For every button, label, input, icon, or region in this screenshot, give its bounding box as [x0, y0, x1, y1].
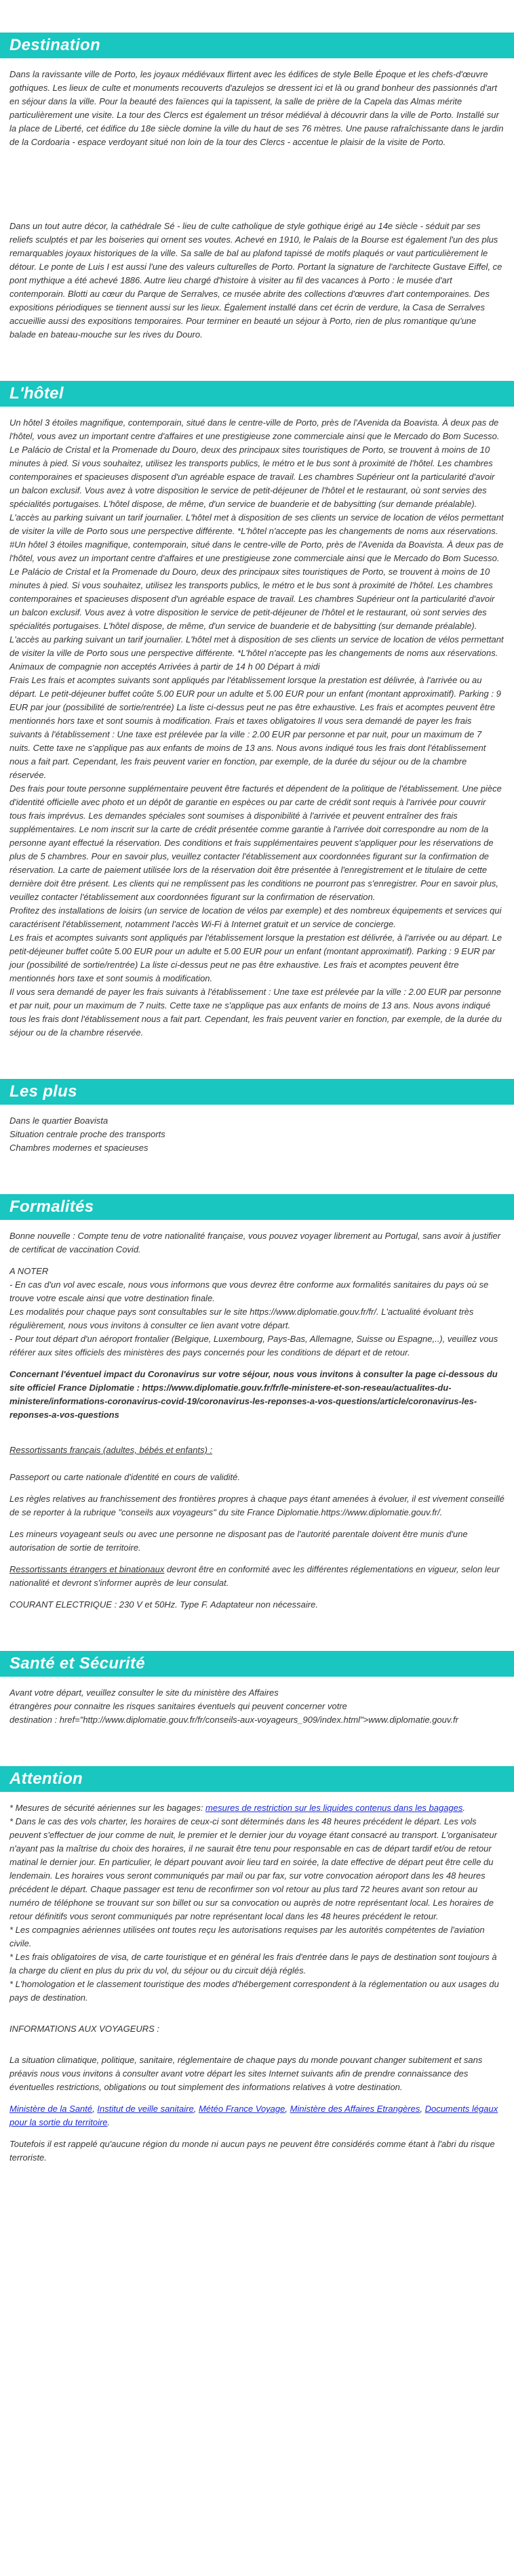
link-documents-legaux[interactable]: Documents légaux pour la sortie du territoire [9, 2104, 498, 2127]
hotel-section [0, 381, 514, 1040]
link-meteo-france[interactable]: Météo France Voyage [198, 2104, 285, 2114]
link-affaires-etrangeres[interactable]: Ministère des Affaires Etrangères [290, 2104, 420, 2114]
attention-baggage-prefix: * Mesures de sécurité aériennes sur les bagages: [9, 1803, 206, 1813]
destination-title: Destination [9, 36, 100, 54]
sante-header [0, 1651, 514, 1677]
formalites-foreigners-body: devront être en conformité avec les différentes réglementations en vigueur, selon leur nationalité et devront s'informer auprès de leur consulat. [9, 1564, 500, 1588]
plus-section [0, 1079, 514, 1155]
attention-title: Attention [9, 1770, 83, 1788]
plus-title: Les plus [9, 1082, 77, 1101]
attention-header [0, 1766, 514, 1792]
formalites-section [0, 1194, 514, 1612]
sante-paragraph: Avant votre départ, veuillez consulter le site du ministère des Affaires étrangères pour connaitre les risques sanitaires éventuels qui peuvent concerner votre destination : href="http://www.diplomatie.gouv.fr/fr/conseils-aux-voyageurs_909/index.html">www.diplomatie.gouv.fr [9, 1688, 458, 1725]
formalites-header [0, 1194, 514, 1220]
link-veille-sanitaire[interactable]: Institut de veille sanitaire [97, 2104, 194, 2114]
formalites-coronavirus-notice: Concernant l'éventuel impact du Coronavirus sur votre séjour, nous vous invitons à consulter la page ci-dessous du site officiel France Diplomatie : https://www.diplomatie.gouv.fr/fr/le-ministere-et-son-reseau/actualites-du-ministere/informations-coronavirus-covid-19/coronavirus-les-reponses-a-vos-questions/article/coronavirus-les-reponses-a-vos-questions [9, 1369, 498, 1420]
destination-paragraph-2: Dans un tout autre décor, la cathédrale Sé - lieu de culte catholique de style gothique érigé au 14e siècle - séduit par ses reliefs sculptés et par les boiseries qui ornent ses voutes. Achevé en 1910, le Palais de la Bourse est également l'un des plus remarquables joyaux historiques de la ville. Sa salle de bal au plafond tapissé de motifs plaqués or vaut particulièrement le détour. Le ponte de Luis I est aussi l'une des valeurs culturelles de Porto. Portant la signature de l'architecte Gustave Eiffel, ce pont mythique a été achevé 1886. Autre lieu chargé d'histoire à visiter au fil des vacances à Porto : le musée d'art contemporain. Blotti au cœur du Parque de Serralves, ce musée abrite des collections d'œuvres d'art contemporaines. Des expositions périodiques se tiennent aussi sur les lieux. Également installé dans cet écrin de verdure, la Casa de Serralves accueillie aussi des expositions temporaires. Pour terminer en beauté un séjour à Porto, rien de plus romantique qu'une balade en bateau-mouche sur les rives du Douro. [9, 221, 502, 340]
sante-title: Santé et Sécurité [9, 1654, 145, 1673]
formalites-title: Formalités [9, 1198, 94, 1216]
link-ministere-sante[interactable]: Ministère de la Santé [9, 2104, 93, 2114]
sante-section [0, 1651, 514, 1727]
hotel-header [0, 381, 514, 407]
destination-paragraph-1: Dans la ravissante ville de Porto, les joyaux médiévaux flirtent avec les édifices de style Belle Époque et les chefs-d'œuvre gothiques. Les lieux de culte et monuments recouverts d'azulejos se dressent ici et là ou grand bonheur des passionnés d'art en séjour dans la ville. Pour la beauté des faïences qui la tapissent, la salle de prière de la Capela das Almas mérite particulièrement une visite. La tour des Clercs est également un trésor médiéval à découvrir dans la ville de Porto. Installé sur la place de Liberté, cet édifice du 18e siècle domine la ville du haut de ses 76 mètres. Une pause rafraîchissante dans le jardin de la Cordoaria - espace verdoyant situé non loin de la tour des Clercs - accentue le plaisir de la visite de Porto. [9, 69, 504, 147]
formalites-foreigners-title: Ressortissants étrangers et binationaux [9, 1564, 165, 1574]
attention-section [0, 1766, 514, 2165]
formalites-electric: COURANT ELECTRIQUE : 230 V et 50Hz. Type F. Adaptateur non nécessaire. [9, 1599, 318, 1610]
liquids-restriction-link[interactable]: mesures de restriction sur les liquides contenus dans les bagages [205, 1803, 463, 1813]
formalites-french-nationals-title: Ressortissants français (adultes, bébés et enfants) : [9, 1445, 213, 1455]
attention-paragraph-3: La situation climatique, politique, sanitaire, réglementaire de chaque pays du monde pouvant changer subitement et sans préavis nous vous invitons à consulter avant votre départ les sites Internet suivants afin de prendre connaissance des éventuelles restrictions, obligations ou tout simplement des informations relatives à votre destination. [9, 2055, 483, 2092]
hotel-title: L'hôtel [9, 384, 64, 403]
formalites-paragraph-5: Les règles relatives au franchissement des frontières propres à chaque pays étant amenées à évoluer, il est vivement conseillé de se reporter à la rubrique "conseils aux voyageurs" du site France Diplomatie.https://www.diplomatie.gouv.fr/. [9, 1494, 505, 1517]
attention-terrorism: Toutefois il est rappelé qu'aucune région du monde ni aucun pays ne peuvent être considérés comme étant à l'abri du risque terroriste. [9, 2139, 495, 2163]
hotel-description: Un hôtel 3 étoiles magnifique, contemporain, situé dans le centre-ville de Porto, près de l'Avenida da Boavista. À deux pas de l'hôtel, vous avez un important centre d'affaires et une prestigieuse zone commerciale ainsi que le Mercado do Bom Sucesso. Le Palácio de Cristal et la Promenade du Douro, deux des principaux sites touristiques de Porto, se trouvent à moins de 10 minutes à pied. Si vous souhaitez, utilisez les transports publics, le métro et le bus sont à proximité de l'hôtel. Les chambres contemporaines et spacieuses disposent d'un agréable espace de travail. Les chambres Supérieur ont la particularité d'avoir un balcon exclusif. Vous avez à votre disposition le service de petit-déjeuner de l'hôtel et le restaurant, où sont servies des spécialités portugaises. L'hôtel dispose, de même, d'un service de buanderie et de babysitting (sur demande préalable). L'accès au parking suivant un tarif journalier. L'hôtel met à disposition de ses clients un service de location de vélos permettant de visiter la ville de Porto sous une perspective différente. *L'hôtel n'accepte pas les changements de noms aux réservations. #Un hôtel 3 étoiles magnifique, contemporain, situé dans le centre-ville de Porto, près de l'Avenida da Boavista. À deux pas de l'hôtel, vous avez un important centre d'affaires et une prestigieuse zone commerciale ainsi que le Mercado do Bom Sucesso. Le Palácio de Cristal et la Promenade du Douro, deux des principaux sites touristiques de Porto, se trouvent à moins de 10 minutes à pied. Si vous souhaitez, utilisez les transports publics, le métro et le bus sont à proximité de l'hôtel. Les chambres contemporaines et spacieuses disposent d'un agréable espace de travail. Les chambres Supérieur ont la particularité d'avoir un balcon exclusif. Vous avez à votre disposition le service de petit-déjeuner de l'hôtel et le restaurant, où sont servies des spécialités portugaises. L'hôtel dispose, de même, d'un service de buanderie et de babysitting (sur demande préalable). L'accès au parking suivant un tarif journalier. L'hôtel met à disposition de ses clients un service de location de vélos permettant de visiter la ville de Porto sous une perspective différente. *L'hôtel n'accepte pas les changements de noms aux réservations. Animaux de compagnie non acceptés Arrivées à partir de 14 h 00 Départ à midi Frais Les frais et acomptes suivants sont appliqués par l'établissement lorsque la prestation est délivrée, à l'arrivée ou au départ. Le petit-déjeuner buffet coûte 5.00 EUR pour un adulte et 5.00 EUR pour un enfant (montant approximatif). Parking : 9 EUR par jour (possibilité de sortie/rentrée) La liste ci-dessus peut ne pas être exhaustive. Les frais et acomptes peuvent être mentionnés hors taxe et sont soumis à modification. Frais et taxes obligatoires Il vous sera demandé de payer les frais suivants à l'établissement : Une taxe est prélevée par la ville : 2.00 EUR par personne et par nuit, pour un maximum de 7 nuits. Cette taxe ne s'applique pas aux enfants de moins de 13 ans. Nous avons indiqué tous les frais dont l'établissement nous a fait part. Cependant, les frais peuvent varier en fonction, par exemple, de la durée du séjour ou de la chambre réservée. Des frais pour toute personne supplémentaire peuvent être facturés et dépendent de la politique de l'établissement. Une pièce d'identité officielle avec photo et un dépôt de garantie en espèces ou par carte de crédit sont requis à l'arrivée pour couvrir tous frais imprévus. Les demandes spéciales sont soumises à disponibilité à l'arrivée et peuvent entraîner des frais supplémentaires. Le nom inscrit sur la carte de crédit présentée comme garantie à l'arrivée doit correspondre au nom de la personne ayant effectué la réservation. Des conditions et frais supplémentaires peuvent s'appliquer pour les réservations de plus de 5 chambres. Pour en savoir plus, veuillez contacter l'établissement aux coordonnées figurant sur la confirmation de réservation. La carte de paiement utilisée lors de la réservation doit être présentée à l'enregistrement et le titulaire de cette dernière doit être présent. Les clients qui ne remplissent pas les conditions ne pourront pas s'enregistrer. Pour en savoir plus, veuillez contacter l'établissement aux coordonnées figurant sur la confirmation de réservation. Profitez des installations de loisirs (un service de location de vélos par exemple) et des nombreux équipements et services qui caractérisent l'établissement, notamment l'accès Wi-Fi à Internet gratuit et un service de concierge. Les frais et acomptes suivants sont appliqués par l'établissement lorsque la prestation est délivrée, à l'arrivée ou au départ. Le petit-déjeuner buffet coûte 5.00 EUR pour un adulte et 5.00 EUR pour un enfant (montant approximatif). Parking : 9 EUR par jour (possibilité de sortie/rentrée) La liste ci-dessus peut ne pas être exhaustive. Les frais et acomptes peuvent être mentionnés hors taxe et sont soumis à modification. Il vous sera demandé de payer les frais suivants à l'établissement : Une taxe est prélevée par la ville : 2.00 EUR par personne et par nuit, pour un maximum de 7 nuits. Cette taxe ne s'applique pas aux enfants de moins de 13 ans. Nous avons indiqué tous les frais dont l'établissement nous a fait part. Cependant, les frais peuvent varier en fonction, par exemple, de la durée du séjour ou de la chambre réservée. [9, 417, 504, 1038]
official-links: Ministère de la Santé, Institut de veille sanitaire, Météo France Voyage, Ministère des Affaires Etrangères, Documents légaux pour la sortie du territoire. [9, 2104, 498, 2127]
plus-header [0, 1079, 514, 1105]
formalites-paragraph-1: Bonne nouvelle : Compte tenu de votre nationalité française, vous pouvez voyager librement au Portugal, sans avoir à justifier de certificat de vaccination Covid. [9, 1231, 501, 1254]
formalites-paragraph-2: A NOTER - En cas d'un vol avec escale, nous vous informons que vous devrez être conforme aux formalités sanitaires du pays où se trouve votre escale ainsi que votre destination finale. Les modalités pour chaque pays sont consultables sur le site https://www.diplomatie.gouv.fr/fr/. L'actualité évoluant très régulièrement, nous vous invitons à consulter ce lien avant votre départ. - Pour tout départ d'un aéroport frontalier (Belgique, Luxembourg, Pays-Bas, Allemagne, Suisse ou Espagne,..), veuillez vous référer aux sites officiels des ministères des pays concernés pour les conditions de départ et de retour. [9, 1266, 498, 1357]
attention-info-travelers: INFORMATIONS AUX VOYAGEURS : [9, 2024, 160, 2034]
plus-list: Dans le quartier Boavista Situation centrale proche des transports Chambres modernes et spacieuses [9, 1116, 165, 1153]
attention-flights-text: . * Dans le cas des vols charter, les horaires de ceux-ci sont déterminés dans les 48 heures précédent le départ. Les vols peuvent s'effectuer de jour comme de nuit, le premier et le dernier jour du voyage étant consacré au transport. L'organisateur n'ayant pas la maîtrise du choix des horaires, il ne saurait être tenu pour responsable en cas de départ tardif et/ou de retour matinal le dernier jour. En particulier, le départ pouvant avoir lieu tard en soirée, la date effective de départ peut être celle du lendemain. Les horaires vous seront communiqués par mail ou par fax, sur votre convocation aéroport dans les 48 heures précédent le départ. Chaque passager est tenu de reconfirmer son vol retour au plus tard 72 heures avant son retour au numéro de téléphone se trouvant sur son billet ou sur sa convocation ou auprès de notre représentant local. Les horaires de retour définitifs vous seront communiqués par notre représentant local dans les 48 heures précédent le retour. * Les compagnies aériennes utilisées ont toutes reçu les autorisations requises par les autorités compétentes de l'aviation civile. * Les frais obligatoires de visa, de carte touristique et en général les frais d'entrée dans le pays de destination sont toujours à la charge du client en plus du prix du vol, du séjour ou du circuit déjà réglés. * L'homologation et le classement touristique des modes d'hébergement correspondent à la réglementation ou aux usages du pays de destination. [9, 1803, 499, 2003]
formalites-french-nationals-body: Passeport ou carte nationale d'identité en cours de validité. [9, 1472, 240, 1482]
destination-section [0, 33, 514, 342]
destination-header [0, 33, 514, 58]
formalites-paragraph-6: Les mineurs voyageant seuls ou avec une personne ne disposant pas de l'autorité parentale doivent être munis d'une autorisation de sortie de territoire. [9, 1529, 468, 1553]
